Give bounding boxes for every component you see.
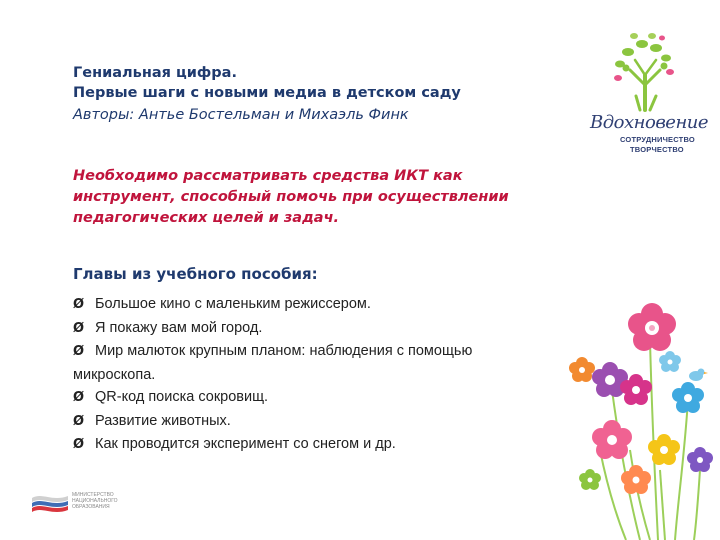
ministry-logo <box>30 492 140 516</box>
quote-line-3: педагогических целей и задач. <box>73 210 340 226</box>
list-item-text: Как проводится эксперимент со снегом и др. <box>95 436 396 452</box>
chapter-list <box>73 293 558 457</box>
ministry-line-1: МИНИСТЕРСТВО <box>72 492 114 498</box>
vdohnovenie-logo <box>590 30 709 160</box>
ministry-line-2: НАЦИОНАЛЬНОГО <box>72 498 118 504</box>
list-item-text: QR-код поиска сокровищ. <box>95 389 269 405</box>
arrow-bullet-icon: Ø <box>73 320 85 336</box>
list-item-text: Мир малюток крупным планом: наблюдения с помощью <box>95 343 473 359</box>
list-item <box>73 340 558 364</box>
arrow-bullet-icon: Ø <box>73 437 85 452</box>
quote-line-1: Необходимо рассматривать средства ИКТ как <box>73 168 463 184</box>
list-item <box>73 293 558 317</box>
list-item <box>73 433 558 457</box>
flowers-illustration <box>560 280 720 540</box>
ministry-text <box>72 492 118 510</box>
book-title-line-1: Гениальная цифра. <box>73 65 237 81</box>
list-item <box>73 386 558 410</box>
list-item-text: Развитие животных. <box>95 412 231 429</box>
flag-wave-icon <box>30 492 70 514</box>
arrow-bullet-icon: Ø <box>73 297 85 312</box>
list-item-text: Я покажу вам мой город. <box>95 319 263 336</box>
list-item-continuation <box>73 364 558 387</box>
tree-people-icon <box>590 30 700 115</box>
ministry-line-3: ОБРАЗОВАНИЯ <box>72 504 110 510</box>
list-item <box>73 410 558 434</box>
list-item-text: микроскопа. <box>73 366 156 383</box>
logo-subtitle-2: ТВОРЧЕСТВО <box>630 145 684 154</box>
arrow-bullet-icon: Ø <box>73 413 85 429</box>
book-title-line-2: Первые шаги с новыми медиа в детском саду <box>73 85 461 101</box>
logo-script-text: Вдохновение <box>590 112 709 133</box>
chapters-heading: Главы из учебного пособия: <box>73 265 318 283</box>
list-item-text: Большое кино с маленьким режиссером. <box>95 296 371 312</box>
logo-subtitle-1: СОТРУДНИЧЕСТВО <box>620 135 695 144</box>
title-block <box>73 63 543 125</box>
arrow-bullet-icon: Ø <box>73 344 85 359</box>
authors-line: Авторы: Антье Бостельман и Михаэль Финк <box>73 107 409 123</box>
arrow-bullet-icon: Ø <box>73 390 85 405</box>
quote-line-2: инструмент, способный помочь при осуществлении <box>73 189 509 205</box>
quote-block <box>73 166 553 229</box>
list-item <box>73 317 558 341</box>
